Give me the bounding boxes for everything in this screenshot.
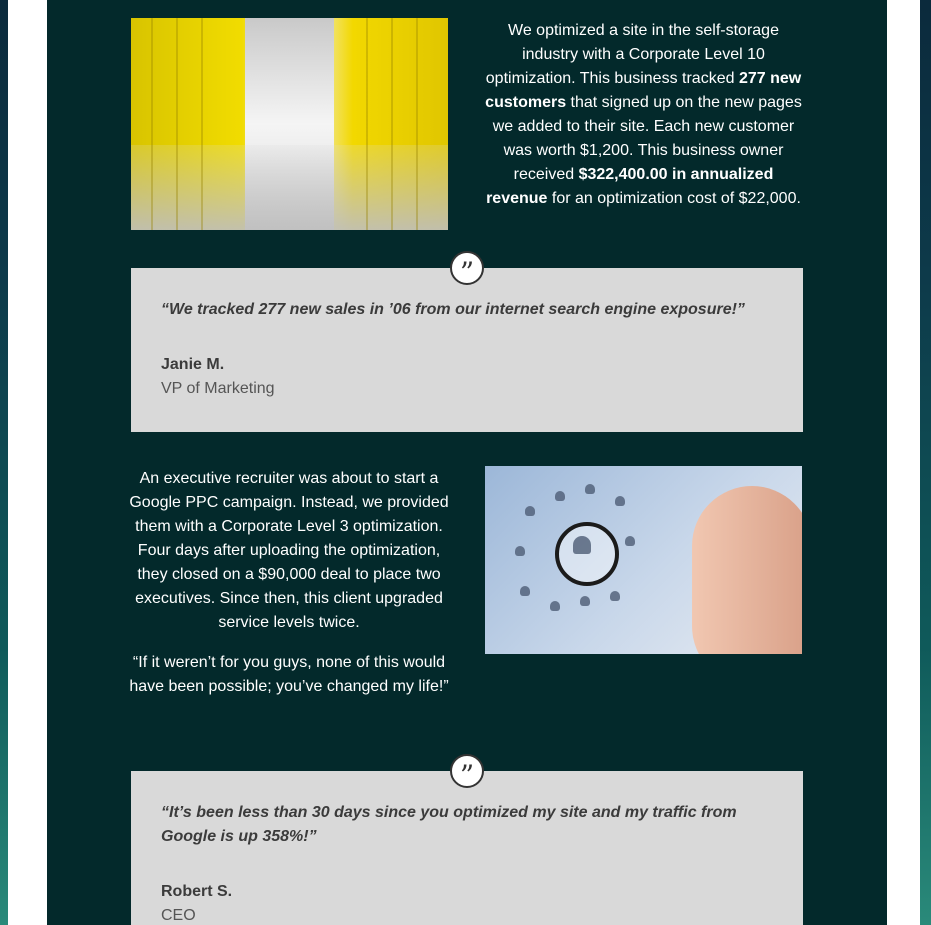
case1-highlight-revenue: $322,400.00 in annualized revenue [486,166,774,207]
door-stripe [151,18,153,230]
case-study-1-paragraph [482,19,805,211]
testimonial-card [131,268,803,432]
case1-highlight-customers: 277 new customers [485,70,802,111]
person-icon [610,591,620,601]
testimonial-quote: “It’s been less than 30 days since you optimized my site and my traffic from Google is up 358%!” [161,804,737,845]
person-icon [580,596,590,606]
case-study-2-quote: “If it weren’t for you guys, none of this would have been possible; you’ve changed my life!” [129,654,449,695]
hand-arm [692,486,802,654]
testimonial-quote: “We tracked 277 new sales in ’06 from our internet search engine exposure!” [161,301,745,318]
person-icon [573,536,591,554]
case1-text-part: that signed up on the new pages we added to their site. Each new customer was worth $1,200. This business owner received [492,94,802,183]
person-icon [555,491,565,501]
person-icon [515,546,525,556]
person-icon [615,496,625,506]
person-icon [585,484,595,494]
door-stripe [416,18,418,230]
testimonial-author-name: Robert S. [161,883,233,900]
people-search-image [485,466,802,654]
person-icon [550,601,560,611]
case-study-2 [128,467,450,699]
case1-text-part: We optimized a site in the self-storage industry with a Corporate Level 10 optimization. This business tracked [485,22,779,87]
person-icon [625,536,635,546]
testimonial-author-name: Janie M. [161,356,225,373]
quote-icon: ” [450,251,484,285]
hallway-floor [131,145,448,230]
door-stripe [201,18,203,230]
person-icon [525,506,535,516]
door-stripe [391,18,393,230]
testimonial-author-role: VP of Marketing [161,380,275,397]
quote-icon: ” [450,754,484,788]
case-study-2-paragraph: An executive recruiter was about to start a Google PPC campaign. Instead, we provided them with a Corporate Level 3 optimization. Four days after uploading the optimization, they closed on a $90,000 deal to place two executives. Since then, this client upgraded service levels twice. [129,470,449,631]
door-stripe [176,18,178,230]
case-study-1 [482,19,805,211]
storage-hallway-image [131,18,448,230]
magnifier-lens [555,522,619,586]
person-icon [520,586,530,596]
case1-text-part: for an optimization cost of $22,000. [547,190,801,207]
testimonial-author-role: CEO [161,907,196,924]
door-stripe [366,18,368,230]
testimonial-card [131,771,803,925]
